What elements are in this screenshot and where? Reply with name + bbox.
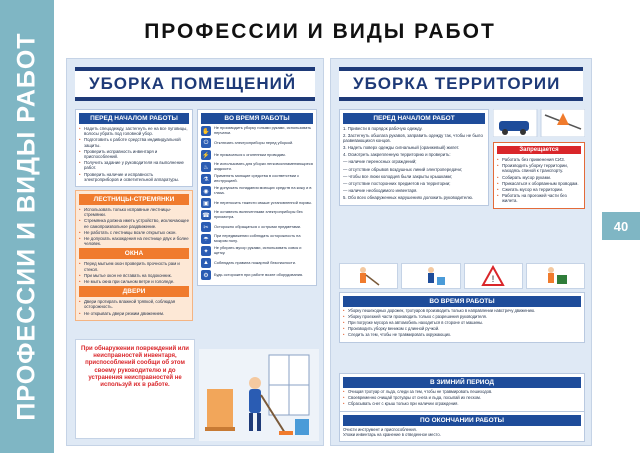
eye-icon: ◉ [201,186,211,196]
forbidden-block [493,142,585,209]
list-item: ☂ При передвижении соблюдать осторожность на мокром полу. [201,234,313,244]
plug-icon: ⏻ [201,138,211,148]
windows-title: ОКНА [79,248,189,259]
list-item: • Очищая тротуар от льда, следи за тем, чтобы не травмировать пешеходов. [343,390,581,395]
list-item: • Использовать только исправные лестницы-стремянки. [79,207,189,217]
flame-icon: ♨ [201,162,211,172]
after-block [339,411,585,442]
list-item: ⚙ Будь осторожен при работе возле оборудования. [201,270,313,280]
after-list [343,428,581,438]
doors-title: ДВЕРИ [79,286,189,297]
list-item: • Не открывать двери резким движением. [79,311,189,316]
list-item: • При мытье окон не вставать на подоконник. [79,273,189,278]
room-before-list [79,126,189,182]
list-item: • Получить задание у руководителя на выполнение работ. [79,160,189,170]
room-before-title: ПЕРЕД НАЧАЛОМ РАБОТЫ [79,113,189,124]
worker-image [526,263,585,289]
forbidden-list [497,157,581,204]
territory-during-title: ВО ВРЕМЯ РАБОТЫ [343,296,581,307]
list-item: ⚡ Не прикасаться к оголенным проводам. [202,151,286,159]
list-item: • Производить уборку веником с длинной ручкой. [343,327,581,332]
page-number-tab: 40 [602,212,640,240]
side-title [0,0,54,453]
doors-list [79,299,189,316]
territory-during-block [339,263,585,343]
equipment-icon: ⚙ [201,270,211,280]
weight-icon: ▣ [201,198,211,208]
road-hazard-illustration [493,109,585,137]
list-item: • Не допускать нахождения на лестнице двух и более человек. [79,236,189,246]
list-item: • Стремянка должна иметь устройство, исключающее ее самопроизвольное раздвижение. [79,218,189,228]
list-item: • Проверить исправность инвентаря и приспособлений. [79,149,189,159]
list-item: ✂ Осторожно обращаться с острыми предметами. [201,222,313,232]
list-item: — наличие переносных ограждений; [343,159,417,165]
ladders-block [75,190,193,321]
list-item: • Не мыть окна при сильном ветре и гололеде. [79,279,189,284]
territory-before-block [339,109,489,206]
worker-image-strip [339,263,585,289]
list-item: • Проверить наличие и исправность электроприборов и осветительной аппаратуры. [79,172,189,182]
room-left-column [75,109,193,321]
panel-room-cleaning-title: УБОРКА ПОМЕЩЕНИЙ [75,67,315,101]
room-during-block [197,109,317,286]
bottle-icon: ⚗ [201,174,211,184]
list-item: ⏻ Отключать электроприборы перед уборкой. [201,138,313,148]
list-item: • Перед мытьем окон проверить прочность рам и стекол. [79,261,189,271]
worker-image [464,263,523,289]
list-item: ♨ Не использовать для уборки легковоспламеняющиеся жидкости. [201,162,313,172]
list-item: • Производить уборку территории, находясь спиной к транспорту. [497,163,581,173]
warning-note: При обнаружении повреждений или неисправностей инвентаря, приспособлений сообщи об этом своему руководителю и до устранения неисправностей не используй их в работе. [75,339,195,439]
list-item: • Работать без применения СИЗ. [497,157,581,162]
list-item: ✦ Не убирать мусор руками, использовать совок и щетку. [201,246,313,256]
room-during-title: ВО ВРЕМЯ РАБОТЫ [201,113,313,124]
svg-text:!: ! [491,274,495,284]
winter-title: В ЗИМНИЙ ПЕРИОД [343,377,581,388]
windows-list [79,261,189,284]
list-item: • Подготовить к работе средства индивидуальной защиты. [79,137,189,147]
worker-image [401,263,460,289]
ladders-list [79,207,189,246]
list-item: — отсутствие обрывов воздушных линий электропередачи; [343,166,463,172]
list-item: • Своевременно очищай тротуары от снега и льда, посыпай их песком. [343,396,581,401]
territory-during-list-block [339,292,585,343]
list-item: • Следить за тем, чтобы не травмировать окружающих. [343,333,581,338]
worker-image [339,263,398,289]
territory-before-title: ПЕРЕД НАЧАЛОМ РАБОТ [343,113,485,124]
list-item: ▣ Не переносить тяжести свыше установленной нормы. [201,198,313,208]
ladders-title: ЛЕСТНИЦЫ-СТРЕМЯНКИ [79,194,189,205]
list-item: • Сбрасывать снег с крыш только при наличии ограждения. [343,402,581,407]
list-item: • При погрузке мусора на автомобиль находиться в стороне от машины. [343,321,581,326]
list-item: 3. Надеть поверх одежды сигнальный (оранжевый) жилет. [343,145,460,151]
list-item: • Работать на проезжей части без жилета. [497,193,581,203]
list-item: • Прикасаться к оборванным проводам. [497,181,581,186]
list-item: ▲ Соблюдать правила пожарной безопасности. [201,258,313,268]
list-item: • Двери протирать влажной тряпкой, соблюдая осторожность. [79,299,189,309]
room-before-block [75,109,193,187]
broom-icon: ✦ [201,246,211,256]
fire-safety-icon: ▲ [201,258,211,268]
winter-list [343,390,581,407]
knife-icon: ✂ [201,222,211,232]
page-title: ПРОФЕССИИ И ВИДЫ РАБОТ [144,20,496,43]
list-item: ✋ Не производить уборку голыми руками, использовать перчатки. [202,125,312,135]
list-item: • Собирать мусор руками. [497,175,581,180]
list-item: 5. Обо всех обнаруженных нарушениях доложить руководителю. [343,194,474,200]
list-item: ⚗ Применять моющие средства в соответствии с инструкцией. [201,174,313,184]
wire-icon: ⚡ [201,150,211,160]
list-item: — чтобы все люки колодцев были закрыты крышками; [343,173,453,179]
list-item: — наличие необходимого инвентаря. [343,187,418,193]
list-item: 1. Привести в порядок рабочую одежду. [343,126,423,131]
list-item: 4. Осмотреть закрепленную территорию и проверить: [343,152,451,158]
wet-floor-icon: ☂ [201,234,211,244]
list-item: • Не работать с лестницы возле открытых окон. [79,230,189,235]
panel-territory-title: УБОРКА ТЕРРИТОРИИ [339,67,583,101]
list-item: • Уборку пешеходных дорожек, тротуаров производить только в направлении навстречу движению. [343,309,581,314]
list-item: — отсутствие посторонних предметов на территории; [343,180,451,186]
cleaning-illustration [199,349,319,441]
forbidden-title: Запрещается [497,146,581,154]
gloves-icon: ✋ [201,126,211,136]
list-item: Уложи инвентарь на хранение в отведенное место. [343,431,441,437]
list-item: ☎ Не оставлять включенными электроприборы без присмотра. [202,209,303,219]
list-item: Очисти инструмент и приспособления. [343,427,417,432]
winter-block [339,373,585,412]
territory-right-column [493,109,585,209]
appliance-icon: ☎ [201,210,211,220]
list-item: • Надеть спецодежду, застегнуть ее на все пуговицы, волосы убрать под головной убор. [79,126,189,136]
territory-during-list [343,309,581,338]
panel-territory-cleaning [330,58,592,446]
after-title: ПО ОКОНЧАНИИ РАБОТЫ [343,415,581,426]
side-title-text: ПРОФЕССИИ И ВИДЫ РАБОТ [12,32,41,421]
list-item: • Уборку проезжей части производить только с разрешения руководителя. [343,315,581,320]
panel-room-cleaning [66,58,324,446]
list-item: ◉ Не допускать попадания моющих средств на кожу и в глаза. [201,186,313,196]
list-item: • Сжигать мусор на территории. [497,187,581,192]
list-item: 2. Застегнуть обшлага рукавов, заправить одежду так, чтобы не было развевающихся концов. [343,133,483,144]
